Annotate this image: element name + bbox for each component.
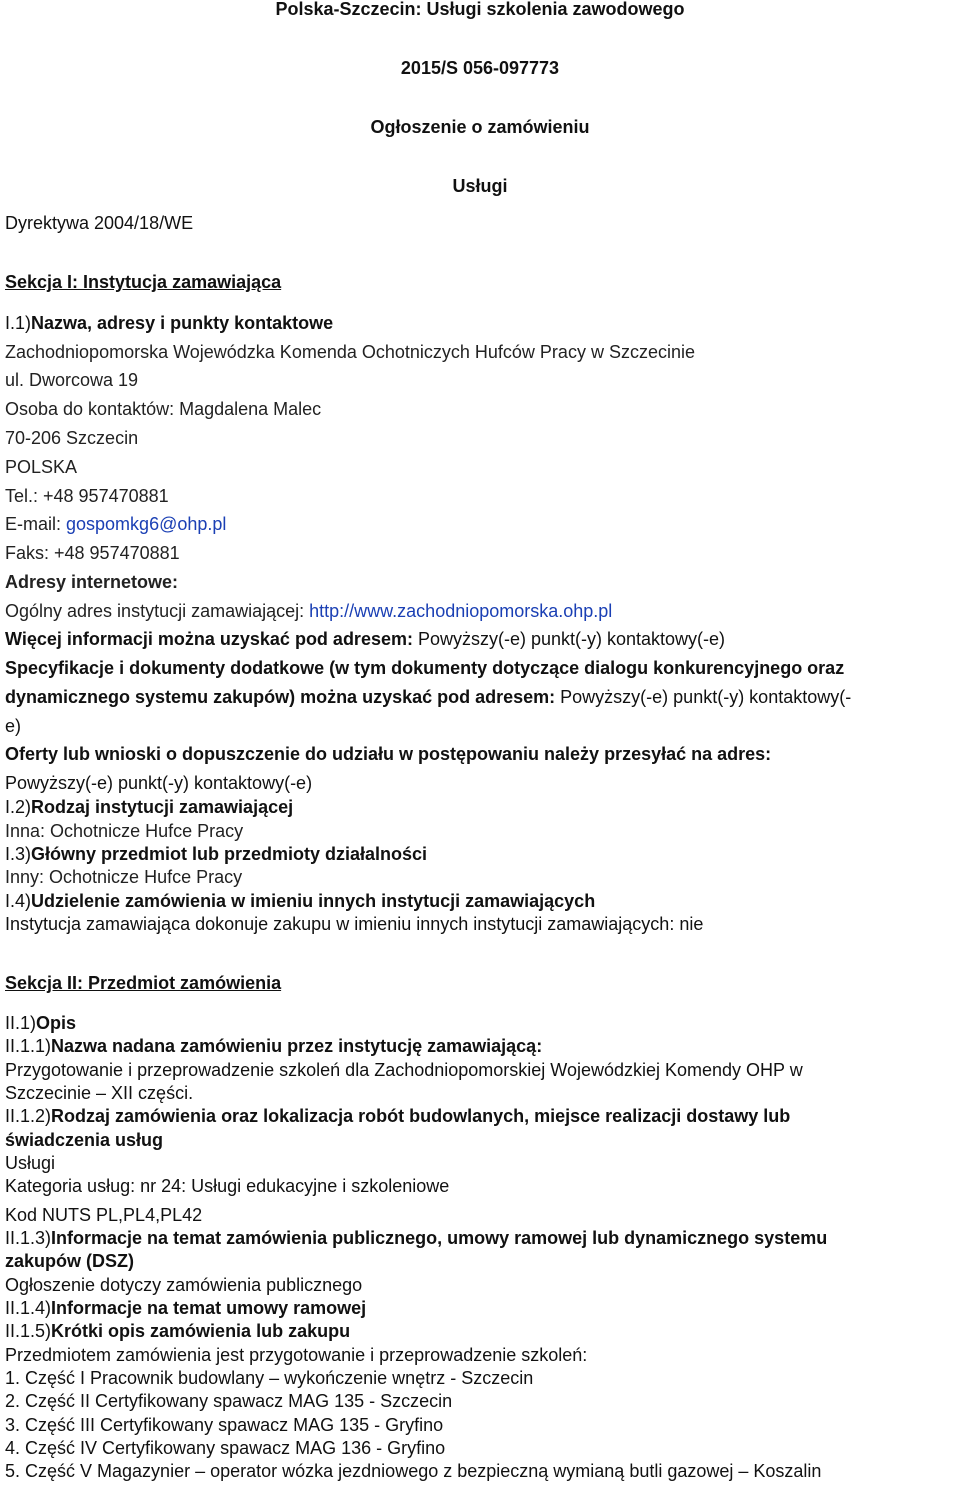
more-info-line	[5, 628, 725, 650]
section-title: Nazwa nadana zamówieniu przez instytucję zamawiającą:	[51, 1036, 543, 1056]
section-title: Rodzaj instytucji zamawiającej	[31, 797, 294, 817]
section-title: Informacje na temat zamówienia publicznego, umowy ramowej lub dynamicznego systemu	[51, 1228, 828, 1248]
specs-label-2: dynamicznego systemu zakupów) można uzyskać pod adresem:	[5, 687, 561, 707]
section-1-heading: Sekcja I: Instytucja zamawiająca	[5, 272, 282, 292]
list-item: 4. Część IV Certyfikowany spawacz MAG 136 - Gryfino	[5, 1438, 446, 1458]
authority-type-value: Inna: Ochotnicze Hufce Pracy	[5, 821, 244, 841]
section-2-1-4-heading	[5, 1297, 366, 1319]
section-number: II.1.1)	[5, 1036, 52, 1056]
contract-title-line-1: Przygotowanie i przeprowadzenie szkoleń dla Zachodniopomorskiej Wojewódzkiej Komendy OHP w	[5, 1060, 803, 1080]
email-line	[5, 513, 226, 535]
section-1-1-heading	[5, 312, 333, 334]
main-activity-value: Inny: Ochotnicze Hufce Pracy	[5, 867, 243, 887]
service-category: Kategoria usług: nr 24: Usługi edukacyjne i szkoleniowe	[5, 1176, 450, 1196]
description-intro: Przedmiotem zamówienia jest przygotowanie i przeprowadzenie szkoleń:	[5, 1345, 588, 1365]
more-info-value: Powyższy(-e) punkt(-y) kontaktowy(-e)	[417, 629, 726, 649]
general-address-line	[5, 600, 612, 622]
section-2-1-1-heading	[5, 1035, 542, 1057]
section-1-4-heading	[5, 890, 595, 912]
section-number: I.1)	[5, 313, 32, 333]
section-number: I.2)	[5, 797, 32, 817]
section-2-heading: Sekcja II: Przedmiot zamówienia	[5, 973, 282, 993]
city: 70-206 Szczecin	[5, 428, 139, 448]
section-2-1-2-heading	[5, 1105, 790, 1127]
org-name: Zachodniopomorska Wojewódzka Komenda Ochotniczych Hufców Pracy w Szczecinie	[5, 342, 695, 362]
behalf-value: Instytucja zamawiająca dokonuje zakupu w imieniu innych instytucji zamawiających: nie	[5, 914, 704, 934]
specs-line-2	[5, 686, 851, 708]
offers-label: Oferty lub wnioski o dopuszczenie do udziału w postępowaniu należy przesyłać na adres:	[5, 744, 772, 764]
section-1-2-heading	[5, 796, 293, 818]
contract-title-line-2: Szczecinie – XII części.	[5, 1083, 194, 1103]
nuts-code: Kod NUTS PL,PL4,PL42	[5, 1205, 203, 1225]
specs-value: Powyższy(-e) punkt(-y) kontaktowy(-	[560, 687, 852, 707]
section-number: II.1)	[5, 1013, 37, 1033]
section-title: Krótki opis zamówienia lub zakupu	[51, 1321, 351, 1341]
section-number: II.1.3)	[5, 1228, 52, 1248]
fax: Faks: +48 957470881	[5, 543, 180, 563]
list-item: 1. Część I Pracownik budowlany – wykończenie wnętrz - Szczecin	[5, 1368, 534, 1388]
section-title: Udzielenie zamówienia w imieniu innych instytucji zamawiających	[31, 891, 596, 911]
section-title: Rodzaj zamówienia oraz lokalizacja robót budowlanych, miejsce realizacji dostawy lub	[51, 1106, 791, 1126]
section-2-1-heading	[5, 1012, 76, 1034]
section-2-1-3-heading	[5, 1227, 827, 1249]
public-contract-note: Ogłoszenie dotyczy zamówienia publicznego	[5, 1275, 363, 1295]
email-link[interactable]: gospomkg6@ohp.pl	[66, 514, 227, 534]
list-item: 2. Część II Certyfikowany spawacz MAG 135 - Szczecin	[5, 1391, 453, 1411]
contract-type: Usługi	[452, 176, 508, 196]
section-number: II.1.5)	[5, 1321, 52, 1341]
section-number: II.1.2)	[5, 1106, 52, 1126]
general-address-label: Ogólny adres instytucji zamawiającej:	[5, 601, 310, 621]
section-number: I.3)	[5, 844, 32, 864]
list-item: 3. Część III Certyfikowany spawacz MAG 135 - Gryfino	[5, 1415, 444, 1435]
section-2-1-5-heading	[5, 1320, 350, 1342]
more-info-label: Więcej informacji można uzyskać pod adresem:	[5, 629, 418, 649]
email-label: E-mail:	[5, 514, 67, 534]
section-title: Główny przedmiot lub przedmioty działalności	[31, 844, 428, 864]
general-address-link[interactable]: http://www.zachodniopomorska.ohp.pl	[309, 601, 613, 621]
section-title: Opis	[36, 1013, 77, 1033]
notice-title: Polska-Szczecin: Usługi szkolenia zawodowego	[275, 0, 685, 19]
section-2-1-3-title-continued: zakupów (DSZ)	[5, 1251, 134, 1271]
section-1-3-heading	[5, 843, 427, 865]
street: ul. Dworcowa 19	[5, 370, 139, 390]
contract-kind: Usługi	[5, 1153, 56, 1173]
offers-value: Powyższy(-e) punkt(-y) kontaktowy(-e)	[5, 773, 313, 793]
section-2-1-2-title-continued: świadczenia usług	[5, 1130, 164, 1150]
specs-value-continued: e)	[5, 716, 22, 736]
notice-number: 2015/S 056-097773	[400, 58, 560, 78]
list-item: 5. Część V Magazynier – operator wózka jezdniowego z bezpieczną wymianą butli gazowej – Koszalin	[5, 1461, 822, 1481]
section-title: Nazwa, adresy i punkty kontaktowe	[31, 313, 334, 333]
contact-person: Osoba do kontaktów: Magdalena Malec	[5, 399, 322, 419]
specs-label-line-1: Specyfikacje i dokumenty dodatkowe (w tym dokumenty dotyczące dialogu konkurencyjnego oraz	[5, 658, 845, 678]
section-title: Informacje na temat umowy ramowej	[51, 1298, 367, 1318]
country: POLSKA	[5, 457, 78, 477]
section-number: II.1.4)	[5, 1298, 52, 1318]
directive: Dyrektywa 2004/18/WE	[5, 213, 194, 233]
notice-type: Ogłoszenie o zamówieniu	[370, 117, 590, 137]
phone: Tel.: +48 957470881	[5, 486, 169, 506]
internet-addresses-label: Adresy internetowe:	[5, 572, 179, 592]
section-number: I.4)	[5, 891, 32, 911]
